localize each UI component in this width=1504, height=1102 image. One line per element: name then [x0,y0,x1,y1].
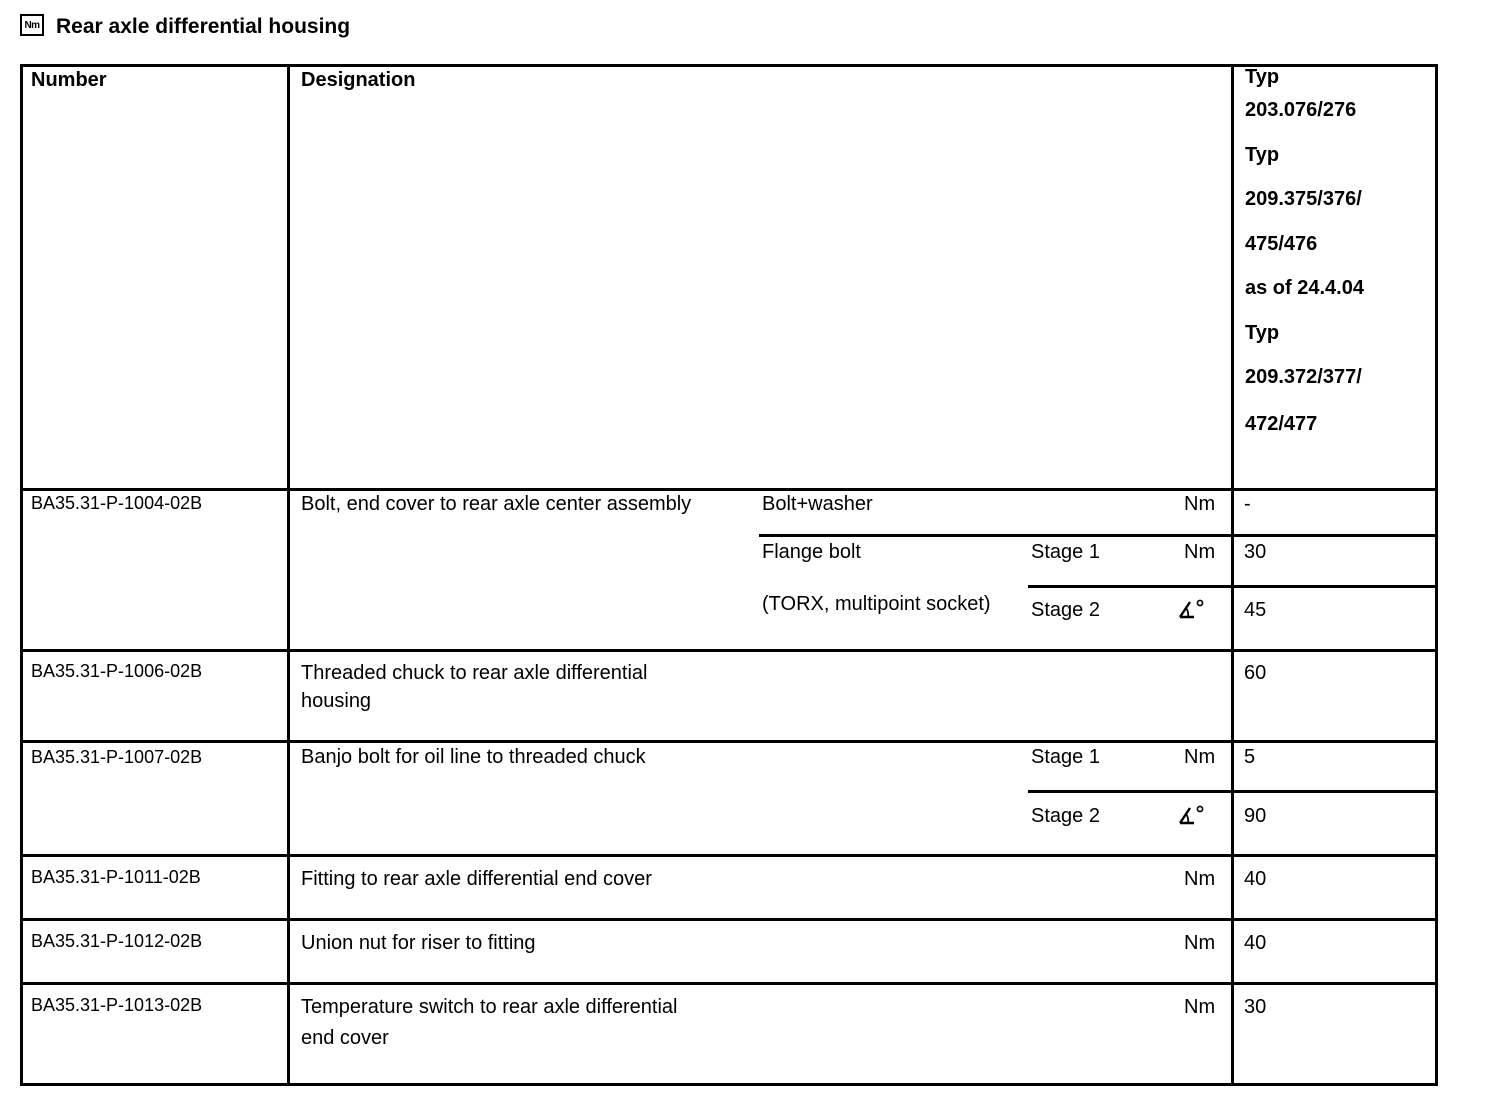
subrow-divider [1028,585,1438,588]
typ-line: Typ [1245,144,1280,166]
typ-line: 203.076/276 [1245,99,1357,121]
sub-item: (TORX, multipoint socket) [762,593,991,615]
row-divider [20,649,1438,652]
part-number: BA35.31-P-1004-02B [31,493,203,513]
typ-line: 209.372/377/ [1245,366,1362,388]
column-divider [1231,64,1234,1086]
torque-value: 90 [1244,805,1267,827]
part-number: BA35.31-P-1006-02B [31,661,203,681]
stage-label: Stage 1 [1031,541,1100,563]
column-divider [287,64,290,1086]
unit-label: Nm [1184,996,1216,1018]
typ-line: 472/477 [1245,413,1318,435]
torque-value: 5 [1244,746,1256,768]
row-divider [20,982,1438,985]
designation: Banjo bolt for oil line to threaded chuck [301,746,646,768]
stage-label: Stage 2 [1031,599,1100,621]
row-divider [20,854,1438,857]
torque-value: 40 [1244,868,1267,890]
torque-value: 45 [1244,599,1267,621]
nm-icon: Nm [20,14,44,36]
designation: Bolt, end cover to rear axle center assembly [301,493,692,515]
torque-value: - [1244,493,1251,515]
stage-label: Stage 1 [1031,746,1100,768]
row-divider [20,918,1438,921]
torque-table [20,64,1438,1086]
subrow-divider [1028,790,1438,793]
sub-item: Bolt+washer [762,493,873,515]
column-header-number: Number [31,69,107,91]
designation: Temperature switch to rear axle differential [301,996,678,1018]
unit-label: Nm [1184,493,1216,515]
unit-label: Nm [1184,541,1216,563]
designation: Union nut for riser to fitting [301,932,536,954]
unit-label: Nm [1184,932,1216,954]
designation: Fitting to rear axle differential end cover [301,868,652,890]
typ-line: Typ [1245,66,1280,88]
torque-value: 60 [1244,662,1267,684]
unit-label: Nm [1184,868,1216,890]
typ-line: as of 24.4.04 [1245,277,1364,299]
part-number: BA35.31-P-1007-02B [31,747,203,767]
sub-item: Flange bolt [762,541,861,563]
torque-value: 40 [1244,932,1267,954]
part-number: BA35.31-P-1013-02B [31,995,203,1015]
designation: Threaded chuck to rear axle differential [301,662,648,684]
row-divider [20,740,1438,743]
angle-degree-icon [1177,803,1207,827]
typ-line: Typ [1245,322,1280,344]
torque-value: 30 [1244,541,1267,563]
page-title: Rear axle differential housing [56,15,351,38]
part-number: BA35.31-P-1012-02B [31,931,203,951]
typ-line: 209.375/376/ [1245,188,1362,210]
page-header [20,12,350,42]
row-divider [20,488,1438,491]
stage-label: Stage 2 [1031,805,1100,827]
part-number: BA35.31-P-1011-02B [31,867,201,887]
column-header-designation: Designation [301,69,416,91]
typ-line: 475/476 [1245,233,1318,255]
angle-degree-icon [1177,597,1207,621]
unit-label: Nm [1184,746,1216,768]
torque-value: 30 [1244,996,1267,1018]
subrow-divider [759,534,1438,537]
designation: end cover [301,1027,389,1049]
table-frame [20,64,1438,1086]
designation: housing [301,690,372,712]
